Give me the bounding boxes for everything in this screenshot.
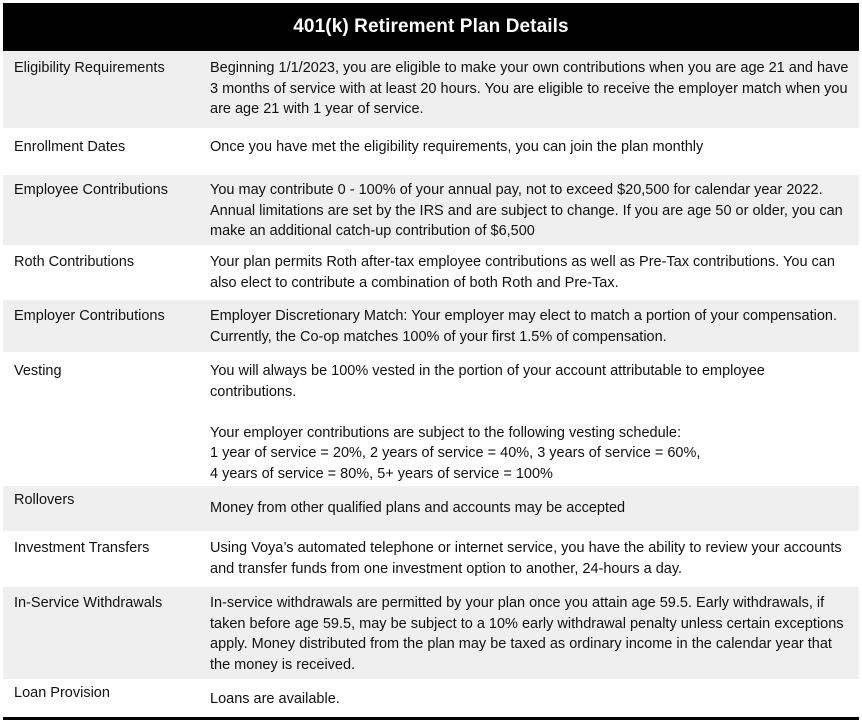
row-employee-contributions — [3, 175, 859, 247]
row-description — [210, 58, 850, 120]
plan-details-document — [3, 3, 859, 721]
row-text: Using Voya’s automated telephone or internet service, you have the ability to review your accounts and transfer funds from one investment option to another, 24-hours a day. — [210, 540, 842, 577]
row-text: Your plan permits Roth after-tax employee contributions as well as Pre-Tax contributions. You can also elect to contribute a combination of both Roth and Pre-Tax. — [210, 254, 835, 291]
document-title-bar — [3, 3, 859, 51]
row-description — [210, 306, 850, 347]
row-rollovers — [3, 486, 859, 533]
row-in-service-withdrawals — [3, 587, 859, 681]
row-description — [210, 593, 850, 675]
row-label: Employee Contributions — [14, 182, 168, 198]
row-label: Rollovers — [14, 492, 75, 508]
row-description — [210, 252, 850, 293]
row-label: Loan Provision — [14, 685, 110, 701]
bottom-rule — [3, 717, 859, 720]
row-label: Enrollment Dates — [14, 139, 126, 155]
row-description — [210, 538, 850, 579]
vesting-schedule-intro: Your employer contributions are subject to the following vesting schedule: — [210, 424, 681, 441]
row-text: Loans are available. — [210, 691, 340, 707]
row-label: In-Service Withdrawals — [14, 595, 163, 611]
document-title: 401(k) Retirement Plan Details — [293, 16, 569, 37]
row-label: Employer Contributions — [14, 308, 165, 324]
row-text: Once you have met the eligibility requirements, you can join the plan monthly — [210, 139, 704, 155]
row-label: Investment Transfers — [14, 540, 150, 556]
row-vesting — [3, 354, 859, 486]
vesting-schedule-line: 1 year of service = 20%, 2 years of service = 40%, 3 years of service = 60%, — [210, 445, 701, 461]
row-label: Eligibility Requirements — [14, 60, 165, 76]
row-description — [210, 361, 850, 484]
row-loan-provision — [3, 681, 859, 721]
row-investment-transfers — [3, 533, 859, 587]
row-label: Vesting — [14, 363, 62, 379]
row-description — [210, 689, 850, 710]
row-roth-contributions — [3, 247, 859, 300]
row-employer-contributions — [3, 300, 859, 354]
row-text: You may contribute 0 - 100% of your annual pay, not to exceed $20,500 for calendar year 2022. Annual limitations are set by the IRS and are subject to change. If you are age 50 or older, you can make an additional catch-up contribution of $6,500 — [210, 182, 843, 239]
vesting-schedule-line: 4 years of service = 80%, 5+ years of service = 100% — [210, 465, 553, 482]
row-text: Beginning 1/1/2023, you are eligible to make your own contributions when you are age 21 and have 3 months of service with at least 20 hours. You are eligible to receive the employer match when you are age 21 with 1 year of service. — [210, 60, 849, 117]
row-text: In-service withdrawals are permitted by your plan once you attain age 59.5. Early withdrawals, if taken before age 59.5, may be subject to a 10% early withdrawal penalty unless certain exceptions apply. Money distributed from the plan may be taxed as ordinary income in the calendar year that the money is received. — [210, 595, 844, 673]
row-enrollment-dates — [3, 130, 859, 175]
row-text: Money from other qualified plans and accounts may be accepted — [210, 500, 626, 516]
row-description — [210, 498, 850, 519]
row-description — [210, 180, 850, 242]
row-text: Employer Discretionary Match: Your employer may elect to match a portion of your compensation. Currently, the Co-op matches 100% of your first 1.5% of compensation. — [210, 308, 838, 345]
row-label: Roth Contributions — [14, 254, 135, 270]
row-eligibility-requirements — [3, 51, 859, 130]
row-text: You will always be 100% vested in the portion of your account attributable to employee contributions. — [210, 363, 765, 400]
row-description — [210, 137, 850, 158]
